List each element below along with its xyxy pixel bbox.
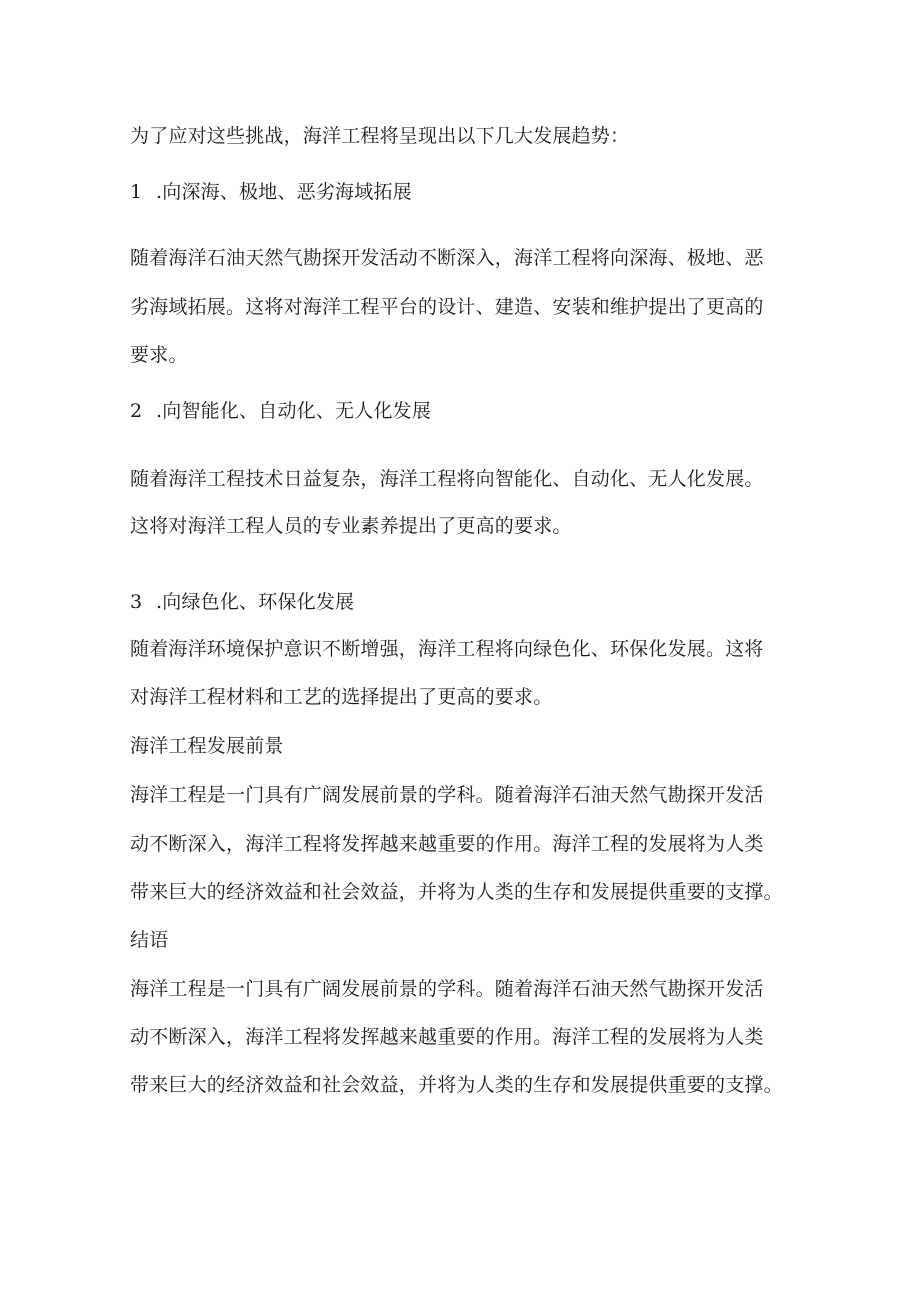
trend-3-title: .向绿色化、环保化发展 xyxy=(156,591,355,613)
conclusion-line-2: 动不断深入，海洋工程将发挥越来越重要的作用。海洋工程的发展将为人类 xyxy=(130,1026,764,1048)
trend-3-number: 3 xyxy=(130,591,143,613)
trend-1-line-1: 随着海洋石油天然气勘探开发活动不断深入，海洋工程将向深海、极地、恶 xyxy=(130,247,764,269)
prospects-line-2: 动不断深入，海洋工程将发挥越来越重要的作用。海洋工程的发展将为人类 xyxy=(130,833,764,855)
trend-3-line-2: 对海洋工程材料和工艺的选择提出了更高的要求。 xyxy=(130,686,553,708)
prospects-line-3: 带来巨大的经济效益和社会效益，并将为人类的生存和发展提供重要的支撑。 xyxy=(130,881,783,903)
trend-1-heading xyxy=(130,180,412,204)
trend-2-title: .向智能化、自动化、无人化发展 xyxy=(156,400,432,422)
conclusion-heading: 结语 xyxy=(130,929,169,951)
trend-1-line-2: 劣海域拓展。这将对海洋工程平台的设计、建造、安装和维护提出了更高的 xyxy=(130,296,764,318)
intro-paragraph: 为了应对这些挑战，海洋工程将呈现出以下几大发展趋势： xyxy=(130,125,630,147)
trend-1-line-3: 要求。 xyxy=(130,344,188,366)
trend-2-line-2: 这将对海洋工程人员的专业素养提出了更高的要求。 xyxy=(130,515,572,537)
prospects-line-1: 海洋工程是一门具有广阔发展前景的学科。随着海洋石油天然气勘探开发活 xyxy=(130,784,764,806)
conclusion-line-1: 海洋工程是一门具有广阔发展前景的学科。随着海洋石油天然气勘探开发活 xyxy=(130,978,764,1000)
prospects-heading: 海洋工程发展前景 xyxy=(130,735,284,757)
trend-3-heading xyxy=(130,590,354,614)
conclusion-line-3: 带来巨大的经济效益和社会效益，并将为人类的生存和发展提供重要的支撑。 xyxy=(130,1074,783,1096)
trend-1-number: 1 xyxy=(130,181,143,203)
trend-2-number: 2 xyxy=(130,400,143,422)
trend-2-heading xyxy=(130,399,431,423)
trend-1-title: .向深海、极地、恶劣海域拓展 xyxy=(156,181,412,203)
trend-3-line-1: 随着海洋环境保护意识不断增强，海洋工程将向绿色化、环保化发展。这将 xyxy=(130,638,764,660)
trend-2-line-1: 随着海洋工程技术日益复杂，海洋工程将向智能化、自动化、无人化发展。 xyxy=(130,468,764,490)
